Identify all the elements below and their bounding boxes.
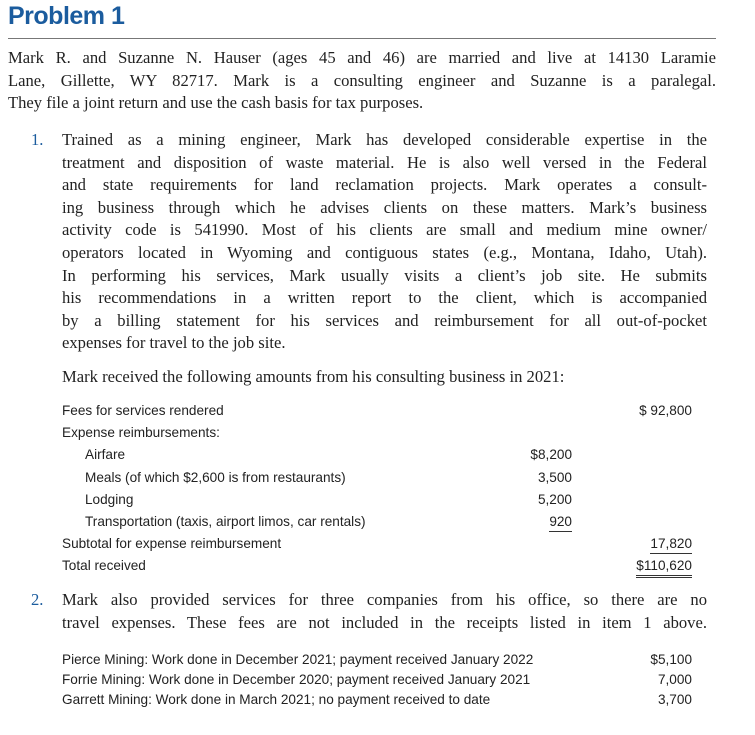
text-line: and state requirements for land reclamation projects. Mark operates a consult- — [62, 175, 707, 195]
intro-paragraph — [8, 47, 716, 115]
text-line: treatment and disposition of waste material. He is also well versed in the Federal — [62, 152, 707, 172]
text-line: activity code is 541990. Most of his clients are small and medium mine owner/ — [62, 220, 707, 240]
table-row — [62, 533, 692, 555]
text-line: They file a joint return and use the cash basis for tax purposes. — [8, 93, 424, 113]
text-line: Trained as a mining engineer, Mark has developed considerable expertise in the — [62, 130, 707, 149]
table-row — [62, 555, 692, 577]
detail-amount: 5,200 — [537, 491, 572, 507]
row-label: Meals (of which $2,600 is from restaurants) — [85, 469, 346, 485]
table-row — [62, 467, 692, 489]
total-amount: 17,820 — [650, 535, 692, 554]
total-amount: $ 92,800 — [639, 403, 692, 418]
text-line: Lane, Gillette, WY 82717. Mark is a consulting engineer and Suzanne is a paralegal. — [8, 70, 716, 90]
table-row — [62, 650, 692, 670]
row-label: Expense reimbursements: — [62, 425, 220, 441]
row-label: Subtotal for expense reimbursement — [62, 536, 282, 552]
page-title: Problem 1 — [8, 2, 125, 30]
row-label: Forrie Mining: Work done in December 2020; payment received January 2021 — [62, 672, 531, 687]
amount: $5,100 — [650, 652, 692, 667]
text-line: by a billing statement for his services and reimbursement for all out-of-pocket — [62, 310, 707, 330]
row-label: Garrett Mining: Work done in March 2021; no payment received to date — [62, 692, 491, 707]
item1-paragraph — [62, 129, 707, 355]
item2-paragraph — [62, 589, 707, 634]
table-row — [62, 670, 692, 690]
text-line: Mark also provided services for three companies from his office, so there are no — [62, 590, 707, 609]
text-line: travel expenses. These fees are not included in the receipts listed in item 1 above. — [62, 612, 707, 632]
other-fees-table — [62, 650, 692, 710]
table-row — [62, 422, 692, 444]
text-line: Mark R. and Suzanne N. Hauser (ages 45 and 46) are married and live at 14130 Laramie — [8, 48, 716, 67]
row-label: Transportation (taxis, airport limos, car rentals) — [85, 513, 366, 529]
table-row — [62, 489, 692, 511]
row-label: Fees for services rendered — [62, 403, 224, 418]
lead-text — [62, 366, 564, 389]
text-line: expenses for travel to the job site. — [62, 333, 286, 353]
title-divider — [8, 38, 716, 39]
amount: 7,000 — [657, 672, 692, 687]
row-label: Pierce Mining: Work done in December 2021; payment received January 2022 — [62, 652, 534, 667]
receipts-table — [62, 400, 692, 578]
detail-amount: 3,500 — [537, 469, 572, 485]
table-row — [62, 511, 692, 533]
table-row — [62, 400, 692, 422]
text-line: Mark received the following amounts from his consulting business in 2021: — [62, 367, 565, 386]
detail-amount: $8,200 — [530, 447, 572, 463]
text-line: operators located in Wyoming and contiguous states (e.g., Montana, Idaho, Utah). — [62, 242, 707, 262]
row-label: Lodging — [85, 491, 134, 507]
row-label: Airfare — [85, 447, 126, 463]
amount: 3,700 — [657, 692, 692, 707]
detail-amount: 920 — [549, 513, 572, 532]
text-line: his recommendations in a written report to the client, which is accompanied — [62, 288, 707, 308]
item-number: 1. — [31, 130, 44, 149]
total-amount: $110,620 — [636, 557, 692, 578]
row-label: Total received — [62, 558, 146, 574]
text-line: In performing his services, Mark usually visits a client’s job site. He submits — [62, 265, 707, 285]
text-line: ing business through which he advises clients on these matters. Mark’s business — [62, 197, 707, 217]
item-number: 2. — [31, 590, 44, 609]
table-row — [62, 444, 692, 466]
table-row — [62, 690, 692, 710]
